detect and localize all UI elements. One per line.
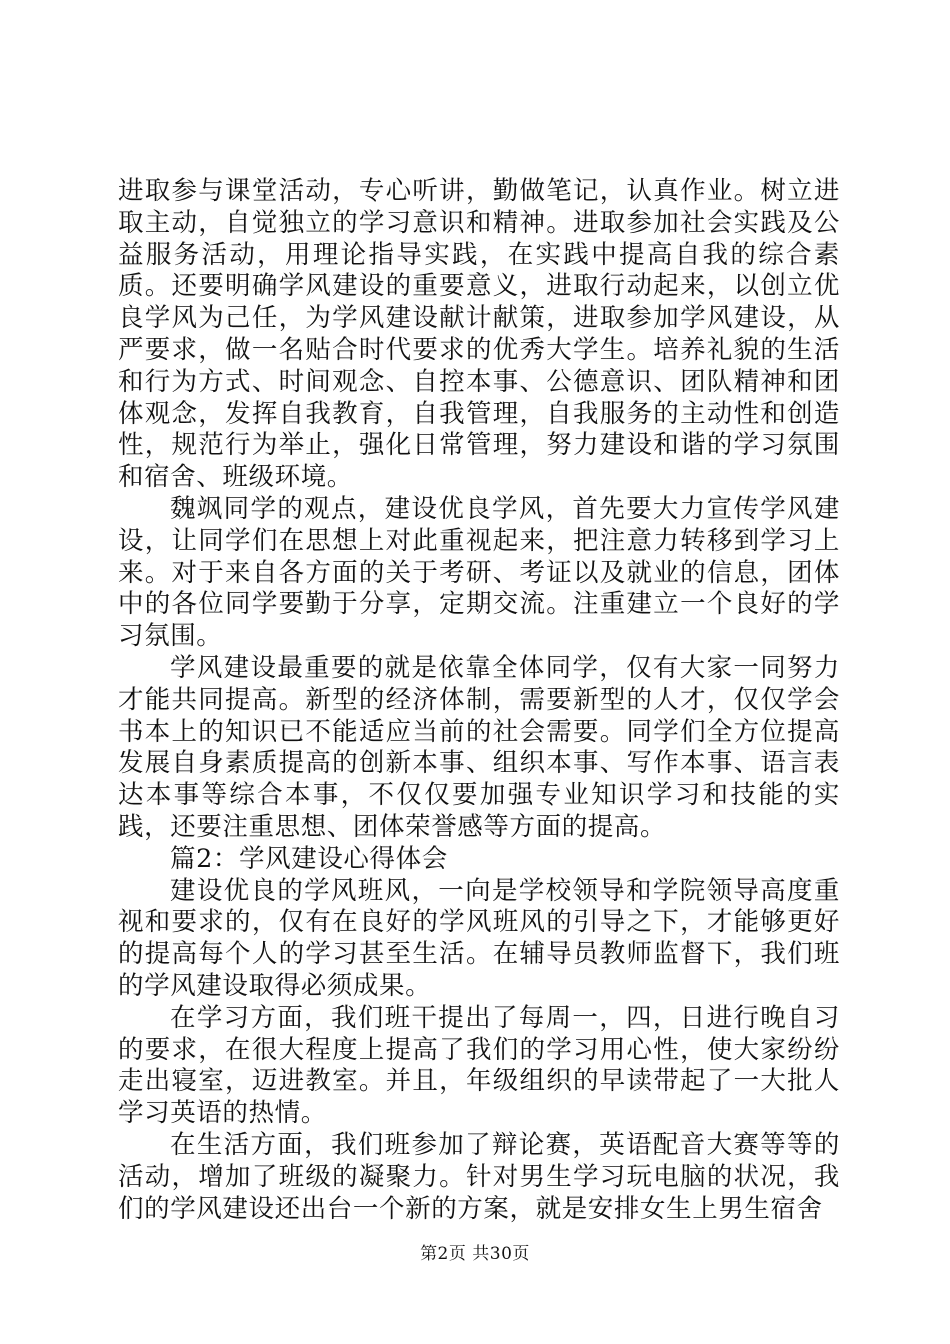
paragraph-5: 在学习方面，我们班干提出了每周一，四，日进行晚自习的要求，在很大程度上提高了我们的学习用心性，使大家纷纷走出寝室，迈进教室。并且，年级组织的早读带起了一大批人学习英语的热情。: [118, 1002, 840, 1129]
document-body: [118, 176, 840, 1225]
paragraph-1: 进取参与课堂活动，专心听讲，勤做笔记，认真作业。树立进取主动，自觉独立的学习意识和精神。进取参加社会实践及公益服务活动，用理论指导实践，在实践中提高自我的综合素质。还要明确学风建设的重要意义，进取行动起来，以创立优良学风为己任，为学风建设献计献策，进取参加学风建设，从严要求，做一名贴合时代要求的优秀大学生。培养礼貌的生活和行为方式、时间观念、自控本事、公德意识、团队精神和团体观念，发挥自我教育，自我管理，自我服务的主动性和创造性，规范行为举止，强化日常管理，努力建设和谐的学习氛围和宿舍、班级环境。: [118, 176, 840, 493]
paragraph-4: 建设优良的学风班风，一向是学校领导和学院领导高度重视和要求的，仅有在良好的学风班风的引导之下，才能够更好的提高每个人的学习甚至生活。在辅导员教师监督下，我们班的学风建设取得必须成果。: [118, 875, 840, 1001]
page-number-footer: 第2页 共30页: [420, 1244, 530, 1264]
paragraph-6: 在生活方面，我们班参加了辩论赛，英语配音大赛等等的活动，增加了班级的凝聚力。针对男生学习玩电脑的状况，我们的学风建设还出台一个新的方案，就是安排女生上男生宿舍: [118, 1129, 840, 1224]
paragraph-2: 魏飒同学的观点，建设优良学风，首先要大力宣传学风建设，让同学们在思想上对此重视起来，把注意力转移到学习上来。对于来自各方面的关于考研、考证以及就业的信息，团体中的各位同学要勤于分享，定期交流。注重建立一个良好的学习氛围。: [118, 493, 840, 652]
paragraph-3: 学风建设最重要的就是依靠全体同学，仅有大家一同努力才能共同提高。新型的经济体制，需要新型的人才，仅仅学会书本上的知识已不能适应当前的社会需要。同学们全方位提高发展自身素质提高的创新本事、组织本事、写作本事、语言表达本事等综合本事，不仅仅要加强专业知识学习和技能的实践，还要注重思想、团体荣誉感等方面的提高。: [118, 652, 840, 842]
section-heading: 篇2：学风建设心得体会: [170, 843, 448, 874]
